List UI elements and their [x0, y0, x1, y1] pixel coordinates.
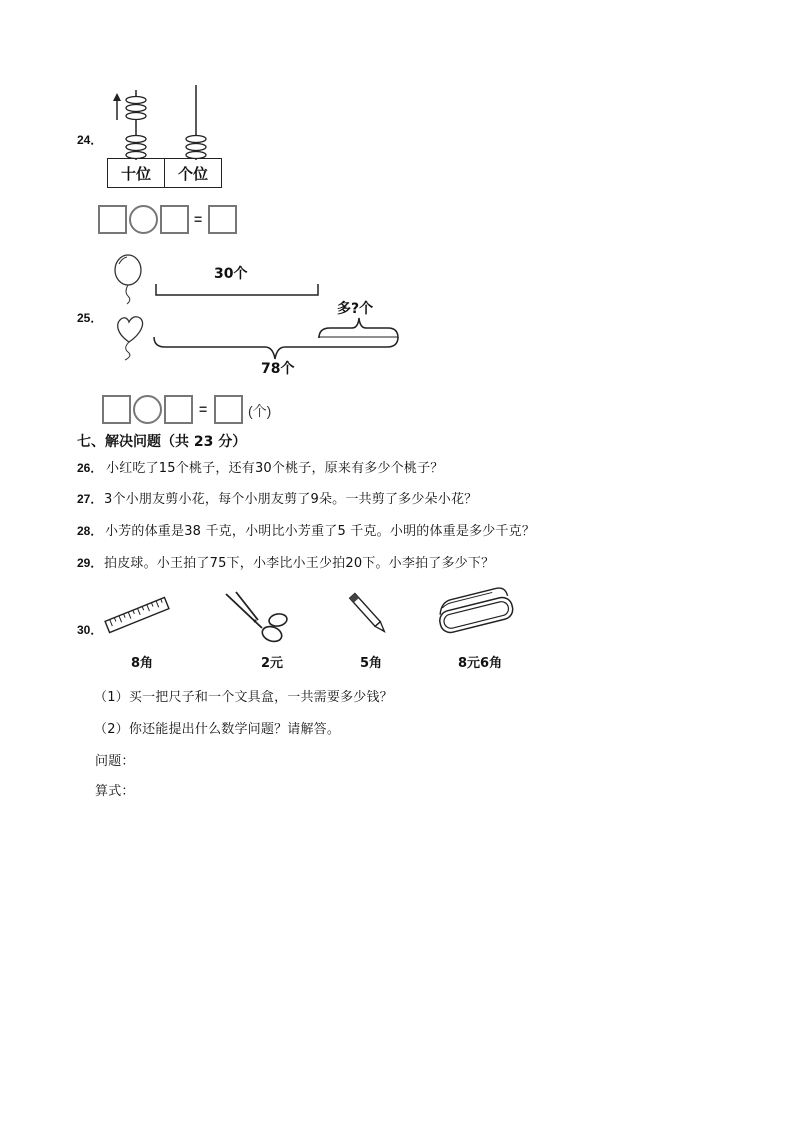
answer-box[interactable]	[102, 395, 131, 424]
question-number: 30．	[77, 623, 103, 637]
question-text: 小红吃了15个桃子，还有30个桃子，原来有多少个桃子？	[106, 461, 444, 476]
question-text: 小芳的体重是38 千克，小明比小芳重了5 千克。小明的体重是多少千克？	[105, 524, 536, 539]
unit-label: (个)	[248, 403, 272, 419]
question-number: 24．	[77, 133, 103, 147]
abacus-ones-label: 个位	[164, 158, 222, 188]
top-bracket	[155, 283, 320, 297]
pencil-icon	[342, 588, 394, 640]
answer-box[interactable]	[160, 205, 189, 234]
difference-label: 多?个	[337, 301, 374, 317]
scissors-icon	[222, 590, 290, 648]
result-box[interactable]	[214, 395, 243, 424]
total-label: 78个	[261, 361, 295, 377]
top-bar-label: 30个	[214, 266, 248, 282]
formula-label: 算式：	[95, 784, 135, 799]
equals-sign: =	[194, 211, 203, 227]
answer-box[interactable]	[164, 395, 193, 424]
sub-question-1: （1）买一把尺子和一个文具盒，一共需要多少钱？	[94, 690, 393, 705]
pencil-case-icon	[435, 586, 517, 642]
pencil-case-price: 8元6角	[458, 656, 503, 671]
question-number: 26．	[77, 461, 103, 475]
scissors-price: 2元	[261, 656, 284, 671]
question-number: 25．	[77, 311, 103, 325]
question-label: 问题：	[95, 754, 135, 769]
question-text: 3个小朋友剪小花，每个小朋友剪了9朵。一共剪了多少朵小花？	[104, 492, 478, 507]
question-number: 28．	[77, 524, 103, 538]
pencil-price: 5角	[360, 656, 383, 671]
ruler-icon	[104, 592, 170, 638]
operator-circle[interactable]	[129, 205, 158, 234]
question-text: 拍皮球。小王拍了75下，小李比小王少拍20下。小李拍了多少下？	[104, 556, 495, 571]
balloon-round-icon	[110, 252, 150, 304]
sub-question-2: （2）你还能提出什么数学问题？请解答。	[94, 722, 341, 737]
question-number: 29．	[77, 556, 103, 570]
operator-circle[interactable]	[133, 395, 162, 424]
question-number: 27．	[77, 492, 103, 506]
result-box[interactable]	[208, 205, 237, 234]
ruler-price: 8角	[131, 656, 154, 671]
answer-box[interactable]	[98, 205, 127, 234]
equals-sign: =	[199, 401, 208, 417]
abacus-tens-label: 十位	[107, 158, 165, 188]
abacus-rods	[100, 85, 230, 165]
section-title: 七、解决问题（共 23 分）	[77, 434, 247, 450]
balloon-heart-icon	[113, 312, 153, 362]
